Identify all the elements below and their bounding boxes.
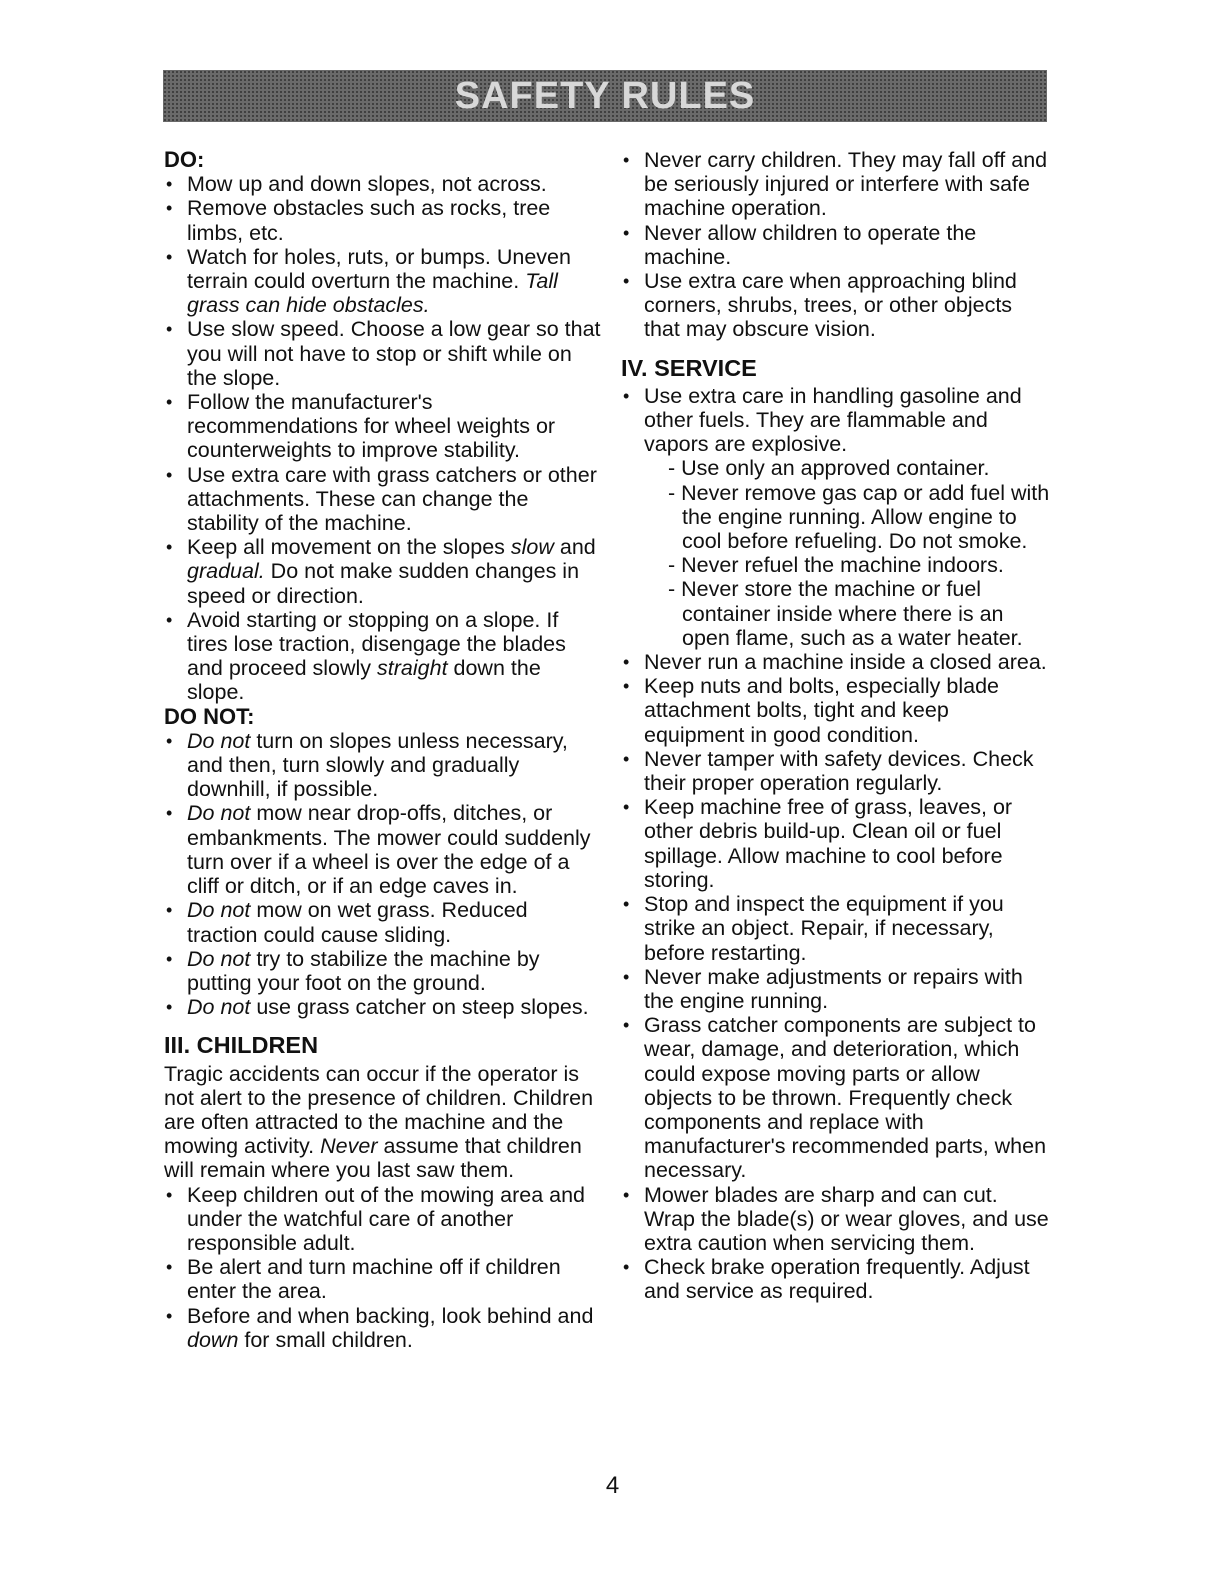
sub-list-item: - Never remove gas cap or add fuel with the engine running. Allow engine to cool before refueling. Do not smoke. [668,480,1050,554]
list-item: • Stop and inspect the equipment if you strike an object. Repair, if necessary, before restarting. [621,892,1051,965]
service-first-text: Use extra care in handling gasoline and other fuels. They are flammable and vapors are explosive. [644,383,1022,457]
list-item: • Use extra care with grass catchers or other attachments. These can change the stability of the machine. [164,463,604,536]
children-list [164,1183,604,1352]
emphasis-text: Tall grass can hide obstacles. [187,269,558,318]
list-item: • Check brake operation frequently. Adjust and service as required. [621,1255,1051,1303]
list-item: • Do not mow near drop-offs, ditches, or embankments. The mower could suddenly turn over if a wheel is over the edge of a cliff or ditch, or if an edge caves in. [164,801,604,898]
list-item: • Avoid starting or stopping on a slope. If tires lose traction, disengage the blades and proceed slowly straight down the slope. [164,608,604,705]
list-item: • Do not try to stabilize the machine by putting your foot on the ground. [164,947,604,995]
list-item: • Remove obstacles such as rocks, tree limbs, etc. [164,196,604,244]
do-list [164,172,604,704]
service-fuel-list [621,384,1051,650]
emphasis-text: Never [320,1134,378,1159]
list-item: • Never allow children to operate the machine. [621,221,1051,269]
section-banner [163,70,1047,122]
list-item: • Never make adjustments or repairs with the engine running. [621,965,1051,1013]
service-heading: IV. SERVICE [621,354,757,381]
list-item: • Keep children out of the mowing area and under the watchful care of another responsible adult. [164,1183,604,1256]
list-item: • Keep all movement on the slopes slow and gradual. Do not make sudden changes in speed or direction. [164,535,604,608]
emphasis-text: Do not [187,995,251,1020]
emphasis-text: slow [510,535,554,560]
emphasis-text: down [187,1327,239,1352]
list-item: • Watch for holes, ruts, or bumps. Uneven terrain could overturn the machine. Tall grass can hide obstacles. [164,245,604,318]
list-item: • Follow the manufacturer's recommendations for wheel weights or counterweights to improve stability. [164,390,604,463]
list-item: • Keep machine free of grass, leaves, or other debris build-up. Clean oil or fuel spillage. Allow machine to cool before storing. [621,795,1051,892]
list-item: • Do not mow on wet grass. Reduced traction could cause sliding. [164,898,604,946]
list-item: • Use extra care when approaching blind corners, shrubs, trees, or other objects that may obscure vision. [621,269,1051,342]
right-column [621,148,1051,1304]
list-item: • Mower blades are sharp and can cut. Wrap the blade(s) or wear gloves, and use extra caution when servicing them. [621,1183,1051,1256]
children-heading: III. CHILDREN [164,1032,319,1059]
list-item: • Never tamper with safety devices. Check their proper operation regularly. [621,747,1051,795]
page-number: 4 [605,1472,620,1499]
fuel-sub-list [644,456,1051,650]
emphasis-text: gradual. [187,559,265,584]
list-item: • Before and when backing, look behind and down for small children. [164,1304,604,1352]
do-heading: DO: [164,147,205,172]
list-item [621,384,1051,650]
list-item: • Mow up and down slopes, not across. [164,172,604,196]
list-item: • Do not turn on slopes unless necessary, and then, turn slowly and gradually downhill, if possible. [164,729,604,802]
left-column [164,148,604,1352]
sub-list-item: - Use only an approved container. [668,456,990,481]
banner-title: SAFETY RULES [454,74,756,117]
emphasis-text: Do not [187,898,251,923]
list-item: • Keep nuts and bolts, especially blade attachment bolts, tight and keep equipment in good condition. [621,674,1051,747]
sub-list-item: - Never store the machine or fuel container inside where there is an open flame, such as a water heater. [668,577,1023,650]
sub-list-item: - Never refuel the machine indoors. [668,553,1004,578]
list-item: • Be alert and turn machine off if children enter the area. [164,1255,604,1303]
list-item: • Grass catcher components are subject to wear, damage, and deterioration, which could expose moving parts or allow objects to be thrown. Frequently check components and replace with manufacturer's recommended parts, when necessary. [621,1013,1051,1182]
service-list [621,650,1051,1303]
list-item: • Never carry children. They may fall off and be seriously injured or interfere with safe machine operation. [621,148,1051,221]
list-item: • Use slow speed. Choose a low gear so that you will not have to stop or shift while on the slope. [164,317,604,390]
children-intro: Tragic accidents can occur if the operator is not alert to the presence of children. Children are often attracted to the machine and the mowing activity. Never assume that children will remain where you last saw them. [164,1061,594,1183]
emphasis-text: Do not [187,946,251,971]
list-item: • Never run a machine inside a closed area. [621,650,1051,674]
do-not-list [164,729,604,1019]
list-item: • Do not use grass catcher on steep slopes. [164,995,604,1019]
emphasis-text: Do not [187,801,251,826]
do-not-heading: DO NOT: [164,703,255,729]
emphasis-text: Do not [187,728,251,753]
children-list-continued [621,148,1051,342]
emphasis-text: straight [377,656,448,681]
